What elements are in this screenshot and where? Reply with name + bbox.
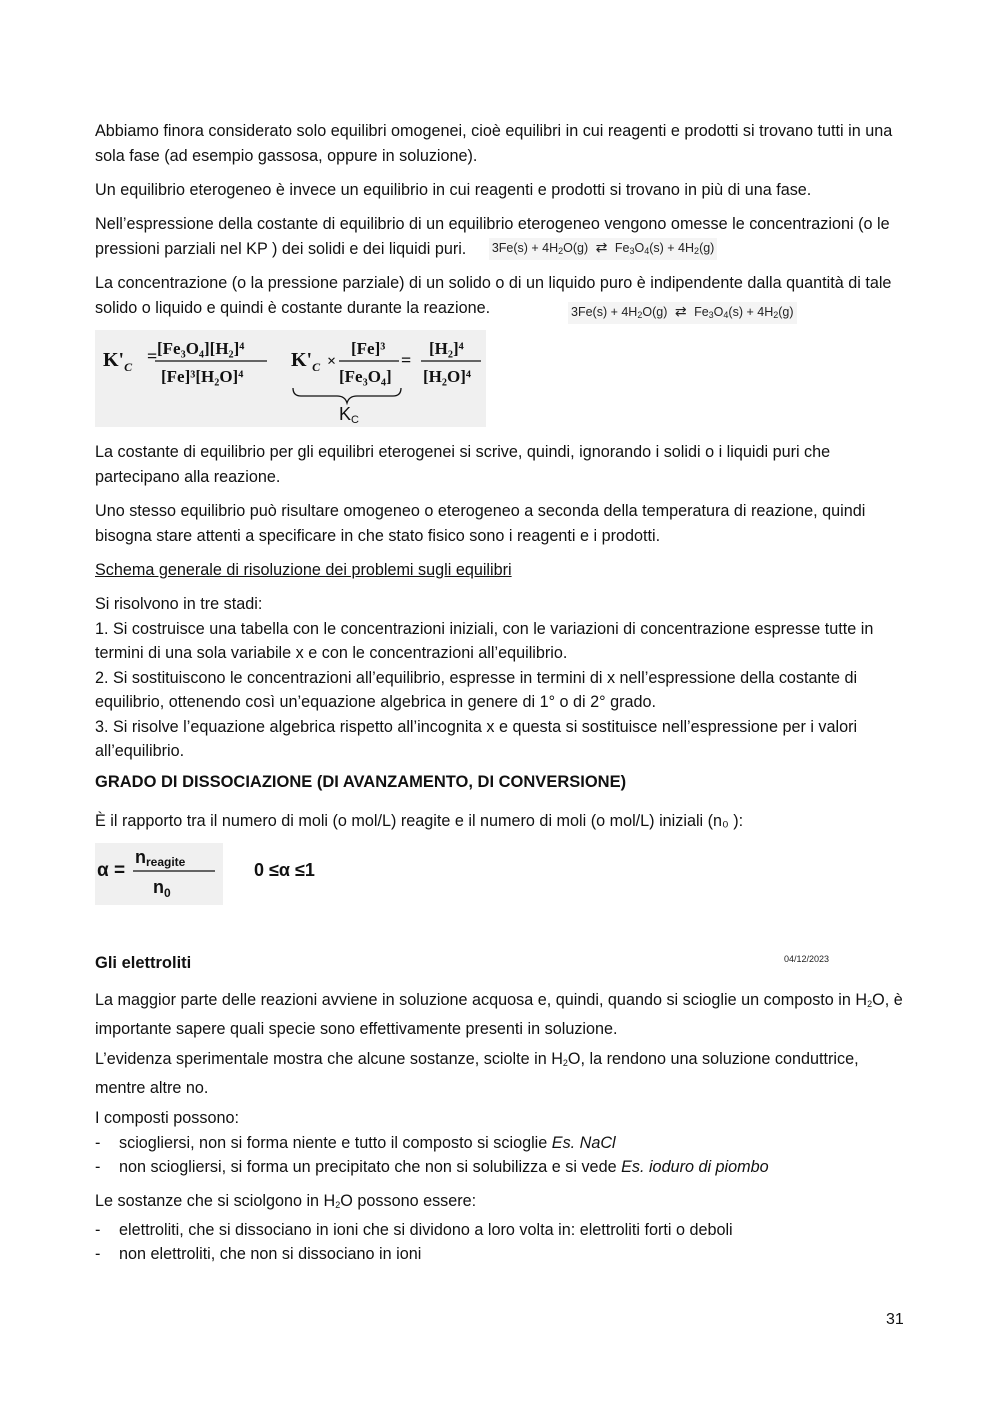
paragraph-stesso-equilibrio: Uno stesso equilibrio può risultare omogeneo o eterogeneo a seconda della temperatura di reazione, quindi bisogna stare attenti a specificare in che stato fisico sono i reagenti e i prodotti. [95, 502, 866, 545]
paragraph-evidenza: L’evidenza sperimentale mostra che alcune sostanze, sciolte in $H_2O$, la rendono una soluzione conduttrice, mentre altre no. [95, 1050, 859, 1097]
list-item: - elettroliti, che si dissociano in ioni che si dividono a loro volta in: elettroliti forti o deboli [95, 1220, 733, 1239]
svg-text:×: × [327, 353, 337, 370]
paragraph-eterogeneo-def: Un equilibrio eterogeneo è invece un equilibrio in cui reagenti e prodotti si trovano in più di una fase. [95, 181, 812, 199]
list-item: - non sciogliersi, si forma un precipitato che non si solubilizza e si vede Es. ioduro di piombo [95, 1158, 769, 1176]
paragraph-concentrazione-solido: La concentrazione (o la pressione parziale) di un solido o di un liquido puro è indipendente dalla quantità di tale solido o liquido e quindi è costante durante la reazione. [95, 274, 892, 317]
fraction3-denominator: [H₂O]⁴ [423, 367, 471, 386]
kc-label: KC [339, 404, 359, 426]
reaction-equation-1: $3Fe(s) + 4H_2O(g)$ ⇄ $Fe_3O_4(s) + 4H_2(g)$ [489, 238, 718, 260]
schema-steps [95, 592, 907, 764]
paragraph-costante-eterogenei: La costante di equilibrio per gli equilibri eterogenei si scrive, quindi, ignorando i solidi o i liquidi puri che partecipano alla reazione. [95, 443, 831, 486]
list-item: - non elettroliti, che non si dissociano in ioni [95, 1245, 422, 1263]
composti-list-block [95, 1106, 907, 1180]
list-item: - sciogliersi, non si forma niente e tutto il composto si scioglie Es. NaCl [95, 1133, 616, 1152]
fraction1-denominator: [Fe]³[H₂O]⁴ [161, 367, 244, 386]
alpha-range: 0 ≤α ≤1 [254, 860, 315, 880]
underbrace [293, 388, 401, 403]
date-label: 04/12/2023 [784, 954, 830, 964]
paragraph-soluzione-acquosa: La maggior parte delle reazioni avviene in soluzione acquosa e, quindi, quando si scioglie un composto in $H_2O$, è importante sapere quali specie sono effettivamente presenti in soluzione. [95, 991, 903, 1038]
page-number: 31 [886, 1311, 904, 1328]
sostanze-list-block [95, 1189, 907, 1267]
schema-step-2: 2. Si sostituiscono le concentrazioni all’equilibrio, espresse in termini di x nell’espressione della costante di equilibrio, ottenendo così un’equazione algebrica in genere di 1° o di 2° grado. [95, 668, 858, 711]
composti-intro: I composti possono: [95, 1109, 239, 1127]
schema-intro: Si risolvono in tre stadi: [95, 595, 263, 613]
elettroliti-heading: Gli elettroliti [95, 954, 192, 972]
kc-prime-label-2: $K'_C$ [291, 349, 321, 374]
paragraph-omogenei: Abbiamo finora considerato solo equilibri omogenei, cioè equilibri in cui reagenti e prodotti si trovano tutti in una sola fase (ad esempio gassosa, oppure in soluzione). [95, 122, 893, 165]
fraction3-numerator: [H₂]⁴ [429, 339, 464, 358]
paragraph-grado-definizione: È il rapporto tra il numero di moli (o mol/L) reagite e il numero di moli (o mol/L) iniziali (n₀ ): [95, 812, 744, 830]
schema-step-1: 1. Si costruisce una tabella con le concentrazioni iniziali, con le variazioni di concentrazione espresse tutte in termini di una sola variabile x e con le concentrazioni all’equilibrio. [95, 619, 874, 662]
svg-text:=: = [147, 346, 158, 366]
svg-text:n0: $n_0$ [153, 877, 171, 900]
paragraph-espressione-costante: Nell’espressione della costante di equilibrio di un equilibrio eterogeneo vengono omesse le concentrazioni (o le pressioni parziali nel KP ) dei solidi e dei liquidi puri. $3Fe(s) + 4H_2O(g)$ ⇄ $Fe_3O_4(s) + 4H_2(g)$ [95, 212, 907, 261]
grado-dissociazione-heading: GRADO DI DISSOCIAZIONE (DI AVANZAMENTO, DI CONVERSIONE) [95, 773, 627, 791]
reaction-equation-2: $3Fe(s) + 4H_2O(g)$ ⇄ $Fe_3O_4(s) + 4H_2(g)$ [568, 302, 797, 324]
fraction2-numerator: [Fe]³ [351, 339, 386, 358]
fraction1-numerator: [Fe₃O₄][H₂]⁴ [157, 339, 245, 358]
alpha-formula [95, 843, 223, 905]
schema-step-3: 3. Si risolve l’equazione algebrica rispetto all’incognita x e questa si sostituisce nell’espressione per i valori all’equilibrio. [95, 717, 858, 760]
svg-text:=: = [401, 350, 412, 370]
fraction2-denominator: [Fe₃O₄] [339, 367, 392, 386]
kc-prime-label: $K'_C$ [103, 349, 133, 374]
alpha-symbol: α = [97, 860, 126, 881]
schema-title: Schema generale di risoluzione dei problemi sugli equilibri [95, 561, 512, 579]
equilibrium-constant-formula [95, 330, 486, 427]
svg-text:nreagite: nreagite [135, 847, 186, 869]
sostanze-intro: Le sostanze che si sciolgono in $H_2O$ possono essere: [95, 1192, 477, 1210]
